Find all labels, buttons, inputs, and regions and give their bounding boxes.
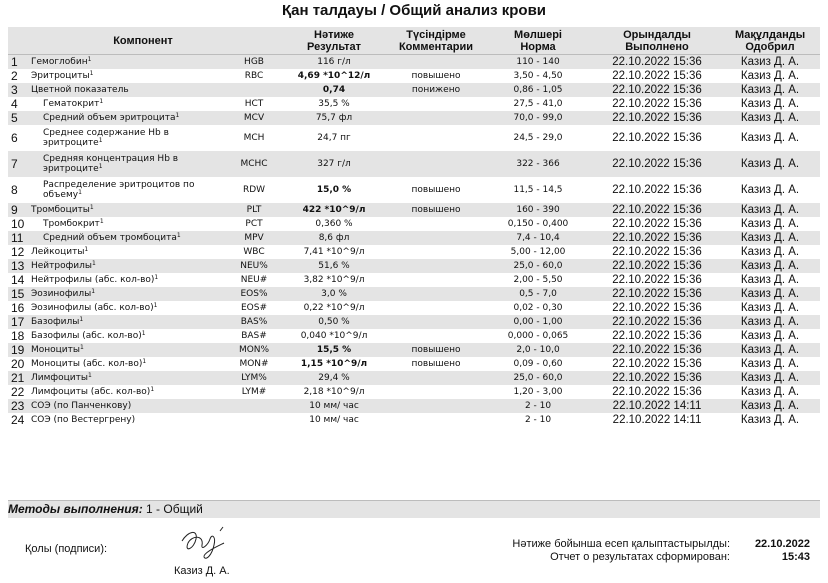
component-code: PCT	[245, 219, 263, 229]
executed-date: 22.10.2022 15:36	[612, 70, 702, 82]
component-name: Моноциты$^1$	[30, 343, 230, 357]
result-value: 4,69 *10^12/л	[297, 71, 371, 81]
approved-by: Казиз Д. А.	[720, 315, 820, 329]
generated-label-ru: Отчет о результатах сформирован:	[550, 551, 730, 563]
approved-by: Казиз Д. А.	[740, 246, 800, 258]
comment-text	[390, 385, 482, 399]
component-name: Базофилы$^1$	[30, 315, 230, 329]
comment-text	[390, 371, 482, 385]
row-number: 2	[11, 69, 18, 83]
component-name: Лимфоциты (абс. кол-во)$^1$	[31, 386, 155, 397]
result-value: 51,6 %	[278, 259, 390, 273]
row-number: 24	[11, 413, 25, 427]
component-name: Эозинофилы$^1$	[30, 287, 230, 301]
comment-text	[390, 329, 482, 343]
table-row	[8, 315, 820, 329]
row-number: 9	[8, 203, 30, 217]
component-name: Базофилы (абс. кол-во)$^1$	[31, 330, 146, 341]
result-value: 0,22 *10^9/л	[303, 303, 365, 313]
result-value: 24,7 пг	[317, 133, 351, 143]
norm-range: 0,150 - 0,400	[507, 219, 569, 229]
norm-range: 0,000 - 0,065	[507, 331, 569, 341]
norm-range: 0,5 - 7,0	[482, 287, 594, 301]
comment-text	[390, 231, 482, 245]
component-code: WBC	[243, 247, 265, 257]
methods-value: 1 - Общий	[142, 502, 203, 516]
comment-text: повышено	[390, 343, 482, 357]
header-comment: Түсіндірме Комментарии	[390, 27, 482, 55]
table-row	[8, 385, 820, 399]
executed-date: 22.10.2022 14:11	[594, 399, 720, 413]
comment-text	[390, 245, 482, 259]
comment-text: повышено	[411, 71, 461, 81]
approved-by: Казиз Д. А.	[720, 203, 820, 217]
row-number: 15	[8, 287, 30, 301]
page-title: Қан талдауы / Общий анализ крови	[281, 2, 547, 19]
result-value: 2,18 *10^9/л	[303, 387, 365, 397]
component-name: Среднее содержание Hb в эритроците$^1$	[43, 128, 169, 148]
table-row	[8, 217, 820, 231]
component-code: MON%	[230, 343, 278, 357]
component-name: Нейтрофилы$^1$	[30, 259, 230, 273]
comment-text	[390, 273, 482, 287]
table-row	[8, 259, 820, 273]
comment-text: повышено	[411, 359, 461, 369]
table-row	[8, 55, 820, 70]
component-code: HCT	[244, 99, 264, 109]
footnote-mark: 1	[84, 246, 89, 253]
component-name: Лейкоциты$^1$	[31, 246, 89, 257]
norm-range: 160 - 390	[482, 203, 594, 217]
comment-text	[390, 399, 482, 413]
footnote-mark: 1	[89, 70, 94, 77]
executed-date: 22.10.2022 15:36	[594, 343, 720, 357]
methods-label: Методы выполнения:	[8, 502, 143, 516]
row-number: 1	[8, 55, 30, 70]
result-value: 0,040 *10^9/л	[300, 331, 368, 341]
approved-by: Казиз Д. А.	[720, 151, 820, 177]
table-row	[8, 177, 820, 203]
table-row	[8, 399, 820, 413]
comment-text	[390, 287, 482, 301]
approved-by: Казиз Д. А.	[740, 330, 800, 342]
component-name: Нейтрофилы (абс. кол-во)$^1$	[31, 274, 159, 285]
norm-range: 0,00 - 1,00	[482, 315, 594, 329]
row-number: 21	[8, 371, 30, 385]
comment-text	[390, 217, 482, 231]
row-number: 6	[11, 131, 18, 145]
footnote-mark: 1	[89, 204, 94, 211]
result-value: 10 мм/ час	[309, 415, 359, 425]
approved-by: Казиз Д. А.	[740, 414, 800, 426]
report-generated	[480, 538, 810, 564]
comment-text	[390, 111, 482, 125]
table-row	[8, 69, 820, 83]
comment-text	[390, 315, 482, 329]
result-value: 15,5 %	[278, 343, 390, 357]
approved-by: Казиз Д. А.	[740, 358, 800, 370]
row-number: 5	[8, 111, 30, 125]
norm-range: 25,0 - 60,0	[482, 259, 594, 273]
footnote-mark: 1	[175, 112, 180, 119]
result-value: 3,0 %	[278, 287, 390, 301]
norm-range: 3,50 - 4,50	[513, 71, 563, 81]
row-number: 23	[8, 399, 30, 413]
norm-range: 0,02 - 0,30	[513, 303, 563, 313]
footnote-mark: 1	[141, 330, 146, 337]
comment-text	[390, 259, 482, 273]
norm-range: 70,0 - 99,0	[482, 111, 594, 125]
footnote-mark: 1	[153, 302, 158, 309]
executed-date: 22.10.2022 15:36	[594, 259, 720, 273]
header-norm: Мөлшері Норма	[482, 27, 594, 55]
result-value: 7,41 *10^9/л	[303, 247, 365, 257]
comment-text	[390, 125, 482, 151]
footnote-mark: 1	[142, 358, 147, 365]
executed-date: 22.10.2022 15:36	[612, 302, 702, 314]
component-code: RBC	[244, 71, 264, 81]
footnote-mark: 1	[98, 163, 103, 170]
footnote-mark: 1	[91, 288, 96, 295]
signature-label: Қолы (подписи):	[25, 543, 108, 555]
table-row	[8, 83, 820, 97]
norm-range: 0,09 - 0,60	[513, 359, 563, 369]
approved-by: Казиз Д. А.	[740, 70, 800, 82]
result-value: 0,74	[278, 83, 390, 97]
row-number: 22	[11, 385, 25, 399]
footnote-mark: 1	[79, 316, 84, 323]
result-value: 116 г/л	[278, 55, 390, 70]
component-code: MON#	[239, 359, 269, 369]
component-name: Тромбоциты$^1$	[30, 203, 230, 217]
component-name: СОЭ (по Панченкову)	[30, 399, 230, 413]
approved-by: Казиз Д. А.	[720, 287, 820, 301]
approved-by: Казиз Д. А.	[720, 343, 820, 357]
comment-text: повышено	[390, 203, 482, 217]
component-name: Средний объем эритроцита$^1$	[30, 111, 230, 125]
table-row	[8, 203, 820, 217]
result-value: 15,0 %	[316, 185, 352, 195]
table-row	[8, 301, 820, 315]
approved-by: Казиз Д. А.	[720, 371, 820, 385]
executed-date: 22.10.2022 15:36	[612, 330, 702, 342]
component-code: RDW	[242, 185, 266, 195]
result-value: 35,5 %	[318, 99, 350, 109]
component-code: LYM%	[230, 371, 278, 385]
result-value: 29,4 %	[278, 371, 390, 385]
footnote-mark: 1	[150, 386, 155, 393]
norm-range: 11,5 - 14,5	[513, 185, 563, 195]
table-row	[8, 371, 820, 385]
executed-date: 22.10.2022 15:36	[594, 371, 720, 385]
footnote-mark: 1	[99, 98, 104, 105]
table-row	[8, 357, 820, 371]
component-code: NEU#	[240, 275, 268, 285]
header-approved: Мақұлданды Одобрил	[720, 27, 820, 55]
executed-date: 22.10.2022 15:36	[612, 132, 702, 144]
generated-date: 22.10.2022	[754, 538, 810, 550]
comment-text	[390, 97, 482, 111]
approved-by: Казиз Д. А.	[720, 259, 820, 273]
approved-by: Казиз Д. А.	[720, 55, 820, 70]
approved-by: Казиз Д. А.	[720, 83, 820, 97]
row-number: 13	[8, 259, 30, 273]
table-header	[8, 27, 820, 55]
component-code: LYM#	[241, 387, 267, 397]
norm-range: 27,5 - 41,0	[513, 99, 563, 109]
results-table	[8, 27, 820, 427]
component-name: Средний объем тромбоцита$^1$	[30, 231, 230, 245]
table-row	[8, 111, 820, 125]
comment-text	[390, 301, 482, 315]
comment-text	[390, 151, 482, 177]
row-number: 10	[11, 217, 25, 231]
executed-date: 22.10.2022 15:36	[612, 218, 702, 230]
approved-by: Казиз Д. А.	[720, 399, 820, 413]
footnote-mark: 1	[87, 372, 92, 379]
row-number: 8	[11, 183, 18, 197]
header-result: Нәтиже Результат	[278, 27, 390, 55]
row-number: 16	[11, 301, 25, 315]
footnote-mark: 1	[80, 344, 84, 351]
component-name: Средняя концентрация Hb в эритроците$^1$	[30, 151, 230, 177]
row-number: 14	[11, 273, 25, 287]
table-row	[8, 329, 820, 343]
signer-name: Казиз Д. А.	[174, 565, 230, 577]
result-value: 3,82 *10^9/л	[303, 275, 365, 285]
table-row	[8, 231, 820, 245]
component-name: Гемоглобин$^1$	[30, 55, 230, 70]
approved-by: Казиз Д. А.	[740, 274, 800, 286]
component-code: MCHC	[230, 151, 278, 177]
row-number: 18	[11, 329, 25, 343]
table-row	[8, 413, 820, 427]
footnote-mark: 1	[99, 218, 104, 225]
comment-text	[390, 413, 482, 427]
table-row	[8, 245, 820, 259]
result-value: 10 мм/ час	[278, 399, 390, 413]
norm-range: 2 - 10	[524, 415, 552, 425]
row-number: 17	[8, 315, 30, 329]
footnote-mark: 1	[87, 56, 92, 63]
component-code: EOS#	[240, 303, 268, 313]
component-code: NEU%	[230, 259, 278, 273]
signature-image	[176, 523, 232, 563]
table-row	[8, 343, 820, 357]
component-code	[230, 83, 278, 97]
executed-date: 22.10.2022 14:11	[612, 414, 702, 426]
component-name: Эозинофилы (абс. кол-во)$^1$	[31, 302, 158, 313]
norm-range: 322 - 366	[482, 151, 594, 177]
row-number: 3	[8, 83, 30, 97]
norm-range: 5,00 - 12,00	[510, 247, 566, 257]
executed-date: 22.10.2022 15:36	[594, 83, 720, 97]
approved-by: Казиз Д. А.	[720, 111, 820, 125]
comment-text	[390, 55, 482, 70]
executed-date: 22.10.2022 15:36	[594, 151, 720, 177]
component-code: BAS#	[241, 331, 267, 341]
result-value: 8,6 фл	[278, 231, 390, 245]
executed-date: 22.10.2022 15:36	[594, 231, 720, 245]
result-value: 75,7 фл	[278, 111, 390, 125]
norm-range: 2 - 10	[482, 399, 594, 413]
approved-by: Казиз Д. А.	[740, 184, 800, 196]
approved-by: Казиз Д. А.	[740, 132, 800, 144]
approved-by: Казиз Д. А.	[720, 231, 820, 245]
component-code: MCV	[230, 111, 278, 125]
row-number: 19	[8, 343, 30, 357]
norm-range: 0,86 - 1,05	[482, 83, 594, 97]
table-row	[8, 287, 820, 301]
component-name: СОЭ (по Вестергрену)	[31, 415, 136, 425]
executed-date: 22.10.2022 15:36	[612, 98, 702, 110]
component-code: MCH	[243, 133, 265, 143]
row-number: 7	[8, 151, 30, 177]
executed-date: 22.10.2022 15:36	[594, 55, 720, 70]
component-code: MPV	[230, 231, 278, 245]
generated-label-kz: Нәтиже бойынша есеп қалыптастырылды:	[512, 538, 730, 550]
component-name: Гематокрит$^1$	[43, 98, 104, 109]
component-name: Распределение эритроцитов по объему$^1$	[43, 180, 195, 200]
norm-range: 110 - 140	[482, 55, 594, 70]
footnote-mark: 1	[154, 274, 159, 281]
executed-date: 22.10.2022 15:36	[612, 386, 702, 398]
executed-date: 22.10.2022 15:36	[612, 274, 702, 286]
footnote-mark: 1	[176, 232, 181, 239]
component-name: Лимфоциты$^1$	[30, 371, 230, 385]
component-name: Цветной показатель	[30, 83, 230, 97]
component-name: Эритроциты$^1$	[31, 70, 94, 81]
row-number: 12	[11, 245, 25, 259]
row-number: 20	[11, 357, 25, 371]
component-code: PLT	[230, 203, 278, 217]
norm-range: 24,5 - 29,0	[513, 133, 563, 143]
table-row	[8, 125, 820, 151]
component-code	[230, 413, 278, 427]
table-row	[8, 97, 820, 111]
comment-text: понижено	[390, 83, 482, 97]
header-component: Компонент	[8, 27, 278, 55]
table-row	[8, 151, 820, 177]
executed-date: 22.10.2022 15:36	[612, 358, 702, 370]
executed-date: 22.10.2022 15:36	[612, 246, 702, 258]
approved-by: Казиз Д. А.	[740, 386, 800, 398]
header-executed: Орындалды Выполнено	[594, 27, 720, 55]
component-name: Моноциты (абс. кол-во)$^1$	[31, 358, 147, 369]
result-value: 0,360 %	[315, 219, 353, 229]
norm-range: 2,00 - 5,50	[513, 275, 563, 285]
footnote-mark: 1	[98, 137, 103, 144]
footnote-mark: 1	[92, 260, 96, 267]
norm-range: 25,0 - 60,0	[482, 371, 594, 385]
component-code: EOS%	[230, 287, 278, 301]
result-value: 422 *10^9/л	[278, 203, 390, 217]
component-code: BAS%	[230, 315, 278, 329]
result-value: 327 г/л	[278, 151, 390, 177]
approved-by: Казиз Д. А.	[740, 98, 800, 110]
component-code: HGB	[230, 55, 278, 70]
component-code	[230, 399, 278, 413]
footnote-mark: 1	[78, 189, 82, 196]
component-name: Тромбокрит$^1$	[43, 218, 104, 229]
approved-by: Казиз Д. А.	[740, 218, 800, 230]
result-value: 0,50 %	[278, 315, 390, 329]
methods-line	[8, 500, 820, 518]
norm-range: 2,0 - 10,0	[482, 343, 594, 357]
generated-time: 15:43	[781, 551, 810, 563]
comment-text: повышено	[411, 185, 461, 195]
norm-range: 7,4 - 10,4	[482, 231, 594, 245]
table-row	[8, 273, 820, 287]
executed-date: 22.10.2022 15:36	[594, 287, 720, 301]
norm-range: 1,20 - 3,00	[513, 387, 563, 397]
executed-date: 22.10.2022 15:36	[612, 184, 702, 196]
row-number: 4	[11, 97, 18, 111]
result-value: 1,15 *10^9/л	[300, 359, 368, 369]
approved-by: Казиз Д. А.	[740, 302, 800, 314]
row-number: 11	[8, 231, 30, 245]
executed-date: 22.10.2022 15:36	[594, 315, 720, 329]
executed-date: 22.10.2022 15:36	[594, 111, 720, 125]
executed-date: 22.10.2022 15:36	[594, 203, 720, 217]
